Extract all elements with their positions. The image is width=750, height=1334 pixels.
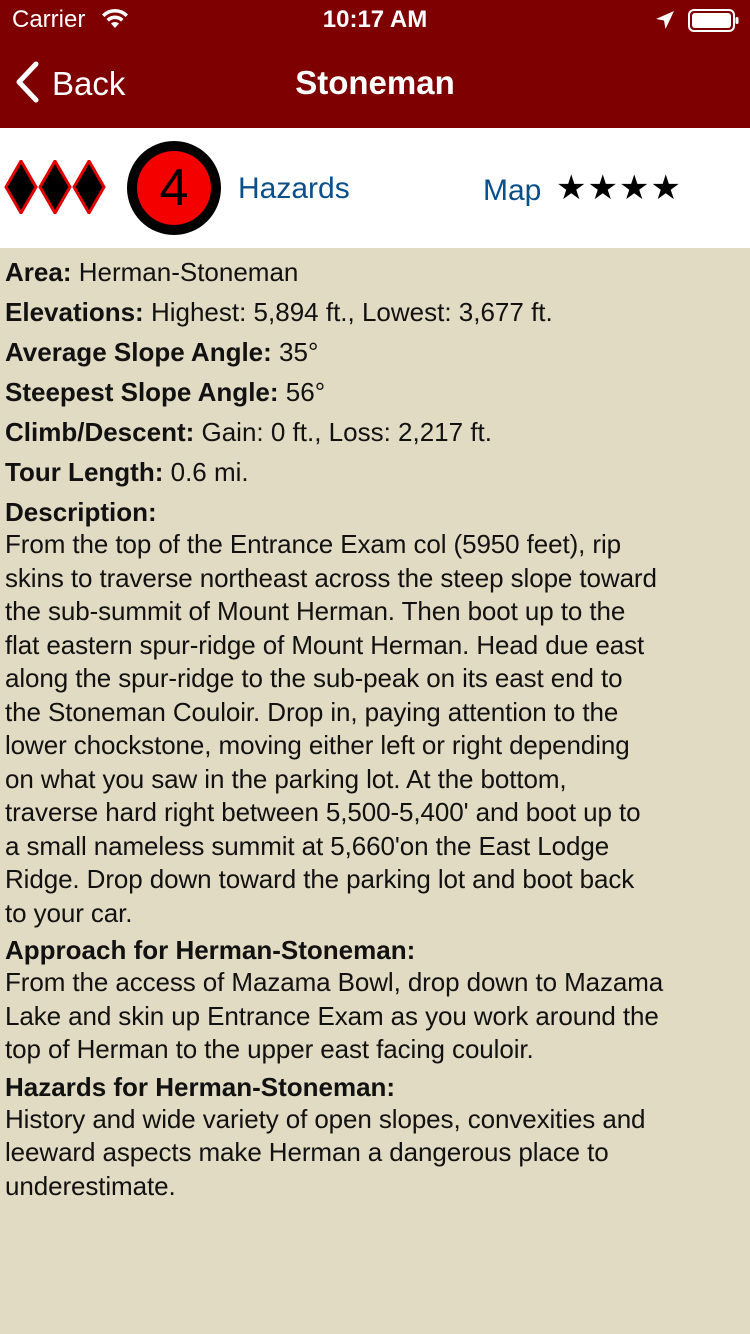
page-title: Stoneman	[295, 64, 455, 101]
battery-icon	[688, 9, 740, 38]
text-line: Ridge. Drop down toward the parking lot and boot back	[5, 864, 635, 894]
text-line: traverse hard right between 5,500-5,400' and boot up to	[5, 797, 641, 827]
tour-length-row	[5, 452, 745, 492]
carrier-label: Carrier	[12, 6, 86, 33]
elevations-row	[5, 292, 745, 332]
clock: 10:17 AM	[322, 6, 428, 33]
approach-title: Approach for Herman-Stoneman:	[5, 935, 416, 965]
text-line: History and wide variety of open slopes, convexities and	[5, 1103, 646, 1134]
text-line: to your car.	[5, 897, 133, 928]
back-label: Back	[52, 65, 126, 102]
tour-length-label: Tour Length:	[5, 457, 164, 487]
description-title: Description:	[5, 497, 157, 527]
hazards-section	[5, 1071, 745, 1204]
text-line: the Stoneman Couloir. Drop in, paying attention to the	[5, 696, 619, 727]
climb-descent-value: Gain: 0 ft., Loss: 2,217 ft.	[201, 417, 492, 447]
steepest-slope-label: Steepest Slope Angle:	[5, 377, 279, 407]
elevations-label: Elevations:	[5, 297, 144, 327]
average-slope-value: 35°	[279, 337, 319, 367]
climb-descent-row	[5, 412, 745, 452]
text-line: leeward aspects make Herman a dangerous place to	[5, 1137, 609, 1167]
location-arrow-icon	[654, 9, 676, 36]
text-line: the sub-summit of Mount Herman. Then boot up to the	[5, 596, 626, 626]
star-rating: ★★★★	[556, 169, 682, 207]
average-slope-row	[5, 332, 745, 372]
hazards-title: Hazards for Herman-Stoneman:	[5, 1071, 396, 1102]
triple-black-diamond-icon	[4, 160, 106, 219]
navigation-bar	[0, 40, 750, 128]
status-bar	[0, 0, 750, 40]
text-line: underestimate.	[5, 1170, 176, 1201]
area-row	[5, 252, 745, 292]
text-line: top of Herman to the upper east facing couloir.	[5, 1034, 534, 1064]
hazards-link[interactable]: Hazards	[238, 172, 350, 205]
approach-section	[5, 934, 745, 1067]
hazard-rating-badge	[127, 141, 221, 235]
steepest-slope-row	[5, 372, 745, 412]
text-line: a small nameless summit at 5,660'on the East Lodge	[5, 830, 610, 861]
description-section	[5, 496, 745, 930]
tour-length-value: 0.6 mi.	[170, 457, 249, 487]
text-line: flat eastern spur-ridge of Mount Herman. Head due east	[5, 629, 645, 660]
text-line: on what you saw in the parking lot. At the bottom,	[5, 763, 567, 794]
text-line: From the top of the Entrance Exam col (5950 feet), rip	[5, 529, 622, 559]
hazards-body	[5, 1103, 745, 1204]
map-link[interactable]: Map	[483, 174, 542, 207]
text-line: along the spur-ridge to the sub-peak on its east end to	[5, 663, 623, 693]
text-line: From the access of Mazama Bowl, drop down to Mazama	[5, 967, 664, 997]
area-value: Herman-Stoneman	[78, 257, 299, 287]
description-body	[5, 528, 745, 930]
text-line: lower chockstone, moving either left or right depending	[5, 730, 630, 760]
steepest-slope-value: 56°	[285, 377, 326, 407]
hazard-rating-value: 4	[137, 151, 211, 225]
area-label: Area:	[5, 257, 72, 287]
text-line: Lake and skin up Entrance Exam as you work around the	[5, 1000, 659, 1031]
average-slope-label: Average Slope Angle:	[5, 337, 272, 367]
route-details	[5, 252, 745, 1203]
elevations-value: Highest: 5,894 ft., Lowest: 3,677 ft.	[150, 297, 553, 327]
text-line: skins to traverse northeast across the steep slope toward	[5, 562, 657, 593]
approach-body	[5, 966, 745, 1067]
climb-descent-label: Climb/Descent:	[5, 417, 195, 447]
